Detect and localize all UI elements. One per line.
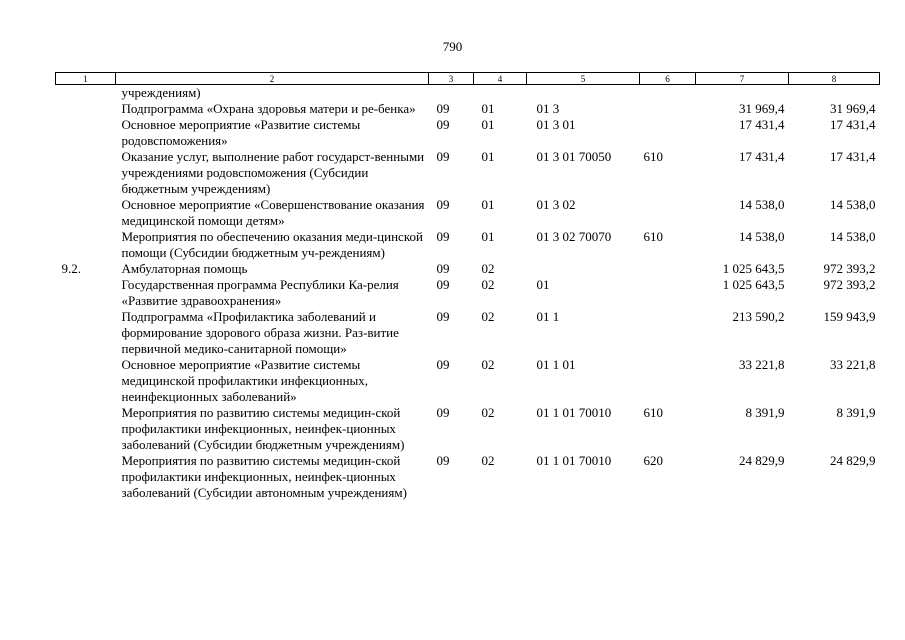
amount-year-1: 8 391,9 xyxy=(745,405,785,420)
target-article-code: 01 3 02 xyxy=(536,197,576,212)
row-number xyxy=(56,85,116,102)
expense-type-code: 610 xyxy=(643,405,663,420)
amount-year-1: 31 969,4 xyxy=(739,101,785,116)
item-name: Подпрограмма «Профилактика заболеваний и формирование здорового образа жизни. Раз-витие первичной медико-санитарной помощи» xyxy=(121,309,399,356)
section-code: 09 xyxy=(436,453,450,468)
amount-year-2: 972 393,2 xyxy=(823,261,876,276)
section-code: 09 xyxy=(436,405,450,420)
target-article-code: 01 1 xyxy=(536,309,560,324)
item-name: Государственная программа Республики Ка-релия «Развитие здравоохранения» xyxy=(121,277,399,308)
amount-year-2 xyxy=(789,85,880,102)
table-row xyxy=(56,261,880,277)
row-number xyxy=(56,405,116,453)
row-number xyxy=(56,277,116,309)
target-article-code: 01 3 01 70050 xyxy=(536,149,612,164)
row-number xyxy=(56,453,116,501)
column-header: 8 xyxy=(789,73,880,85)
table-row xyxy=(56,453,880,501)
row-number: 9.2. xyxy=(61,261,81,276)
table-row xyxy=(56,101,880,117)
amount-year-1: 17 431,4 xyxy=(739,117,785,132)
item-name: Основное мероприятие «Развитие системы медицинской профилактики инфекционных, неинфекционных заболеваний» xyxy=(121,357,369,404)
subsection-code: 02 xyxy=(481,309,495,324)
target-article-code: 01 1 01 xyxy=(536,357,576,372)
amount-year-2: 17 431,4 xyxy=(830,117,876,132)
item-name: Мероприятия по развитию системы медицин-ской профилактики инфекционных, неинфек-ционных заболеваний (Субсидии автономным учреждениям) xyxy=(121,453,407,500)
item-name: Подпрограмма «Охрана здоровья матери и ре-бенка» xyxy=(121,101,416,116)
target-article-code: 01 3 xyxy=(536,101,560,116)
subsection-code: 01 xyxy=(481,149,495,164)
subsection-code: 02 xyxy=(481,453,495,468)
column-number-row xyxy=(56,73,880,85)
section-code: 09 xyxy=(436,149,450,164)
target-article-code: 01 1 01 70010 xyxy=(536,453,612,468)
section-code: 09 xyxy=(436,357,450,372)
subsection-code: 01 xyxy=(481,117,495,132)
expense-type-code xyxy=(640,101,696,117)
amount-year-1: 14 538,0 xyxy=(739,229,785,244)
target-article-code: 01 xyxy=(536,277,550,292)
table-body xyxy=(56,85,880,502)
section-code: 09 xyxy=(436,309,450,324)
section-code: 09 xyxy=(436,101,450,116)
expense-type-code xyxy=(640,357,696,405)
subsection-code: 02 xyxy=(481,357,495,372)
amount-year-2: 14 538,0 xyxy=(830,197,876,212)
amount-year-2: 24 829,9 xyxy=(830,453,876,468)
subsection-code: 02 xyxy=(481,261,495,276)
table-row xyxy=(56,277,880,309)
table-row xyxy=(56,117,880,149)
subsection-code: 01 xyxy=(481,101,495,116)
amount-year-2: 159 943,9 xyxy=(823,309,876,324)
table-row xyxy=(56,309,880,357)
amount-year-2: 14 538,0 xyxy=(830,229,876,244)
target-article-code xyxy=(527,85,640,102)
section-code xyxy=(429,85,474,102)
row-number xyxy=(56,101,116,117)
table-row xyxy=(56,229,880,261)
amount-year-1: 17 431,4 xyxy=(739,149,785,164)
amount-year-2: 972 393,2 xyxy=(823,277,876,292)
amount-year-1: 33 221,8 xyxy=(739,357,785,372)
budget-table xyxy=(55,72,880,501)
subsection-code: 02 xyxy=(481,405,495,420)
item-name: Амбулаторная помощь xyxy=(121,261,248,276)
row-number xyxy=(56,149,116,197)
column-header: 2 xyxy=(116,73,429,85)
subsection-code: 01 xyxy=(481,197,495,212)
subsection-code: 02 xyxy=(481,277,495,292)
expense-type-code xyxy=(640,309,696,357)
amount-year-1: 14 538,0 xyxy=(739,197,785,212)
section-code: 09 xyxy=(436,229,450,244)
target-article-code: 01 3 01 xyxy=(536,117,576,132)
column-header: 7 xyxy=(696,73,789,85)
table-row xyxy=(56,357,880,405)
row-number xyxy=(56,229,116,261)
subsection-code xyxy=(474,85,527,102)
expense-type-code: 610 xyxy=(643,229,663,244)
expense-type-code xyxy=(640,117,696,149)
row-number xyxy=(56,357,116,405)
target-article-code xyxy=(527,261,640,277)
item-name: Основное мероприятие «Совершенствование оказания медицинской помощи детям» xyxy=(121,197,425,228)
expense-type-code: 620 xyxy=(643,453,663,468)
amount-year-2: 31 969,4 xyxy=(830,101,876,116)
amount-year-1: 1 025 643,5 xyxy=(722,277,785,292)
target-article-code: 01 1 01 70010 xyxy=(536,405,612,420)
subsection-code: 01 xyxy=(481,229,495,244)
column-header: 4 xyxy=(474,73,527,85)
section-code: 09 xyxy=(436,197,450,212)
expense-type-code xyxy=(640,85,696,102)
table-header xyxy=(56,73,880,85)
amount-year-2: 33 221,8 xyxy=(830,357,876,372)
amount-year-2: 8 391,9 xyxy=(836,405,876,420)
table-row xyxy=(56,405,880,453)
row-number xyxy=(56,197,116,229)
table-row xyxy=(56,197,880,229)
expense-type-code: 610 xyxy=(643,149,663,164)
amount-year-1 xyxy=(696,85,789,102)
page-number: 790 xyxy=(442,39,463,54)
column-header: 1 xyxy=(56,73,116,85)
item-name: Оказание услуг, выполнение работ государст-венными учреждениями родовспоможения (Субсидии бюджетным учреждениям) xyxy=(121,149,425,196)
column-header: 5 xyxy=(527,73,640,85)
expense-type-code xyxy=(640,277,696,309)
table-row xyxy=(56,149,880,197)
item-name: Основное мероприятие «Развитие системы родовспоможения» xyxy=(121,117,361,148)
expense-type-code xyxy=(640,261,696,277)
amount-year-1: 1 025 643,5 xyxy=(722,261,785,276)
column-header: 3 xyxy=(429,73,474,85)
item-name: Мероприятия по обеспечению оказания меди-цинской помощи (Субсидии бюджетным уч-реждениям) xyxy=(121,229,423,260)
row-number xyxy=(56,117,116,149)
row-number xyxy=(56,309,116,357)
amount-year-1: 24 829,9 xyxy=(739,453,785,468)
amount-year-2: 17 431,4 xyxy=(830,149,876,164)
section-code: 09 xyxy=(436,117,450,132)
item-name: Мероприятия по развитию системы медицин-ской профилактики инфекционных, неинфек-ционных заболеваний (Субсидии бюджетным учреждениям) xyxy=(121,405,405,452)
column-header: 6 xyxy=(640,73,696,85)
section-code: 09 xyxy=(436,261,450,276)
section-code: 09 xyxy=(436,277,450,292)
item-name: учреждениям) xyxy=(121,85,201,100)
amount-year-1: 213 590,2 xyxy=(732,309,785,324)
target-article-code: 01 3 02 70070 xyxy=(536,229,612,244)
expense-type-code xyxy=(640,197,696,229)
table-row xyxy=(56,85,880,102)
